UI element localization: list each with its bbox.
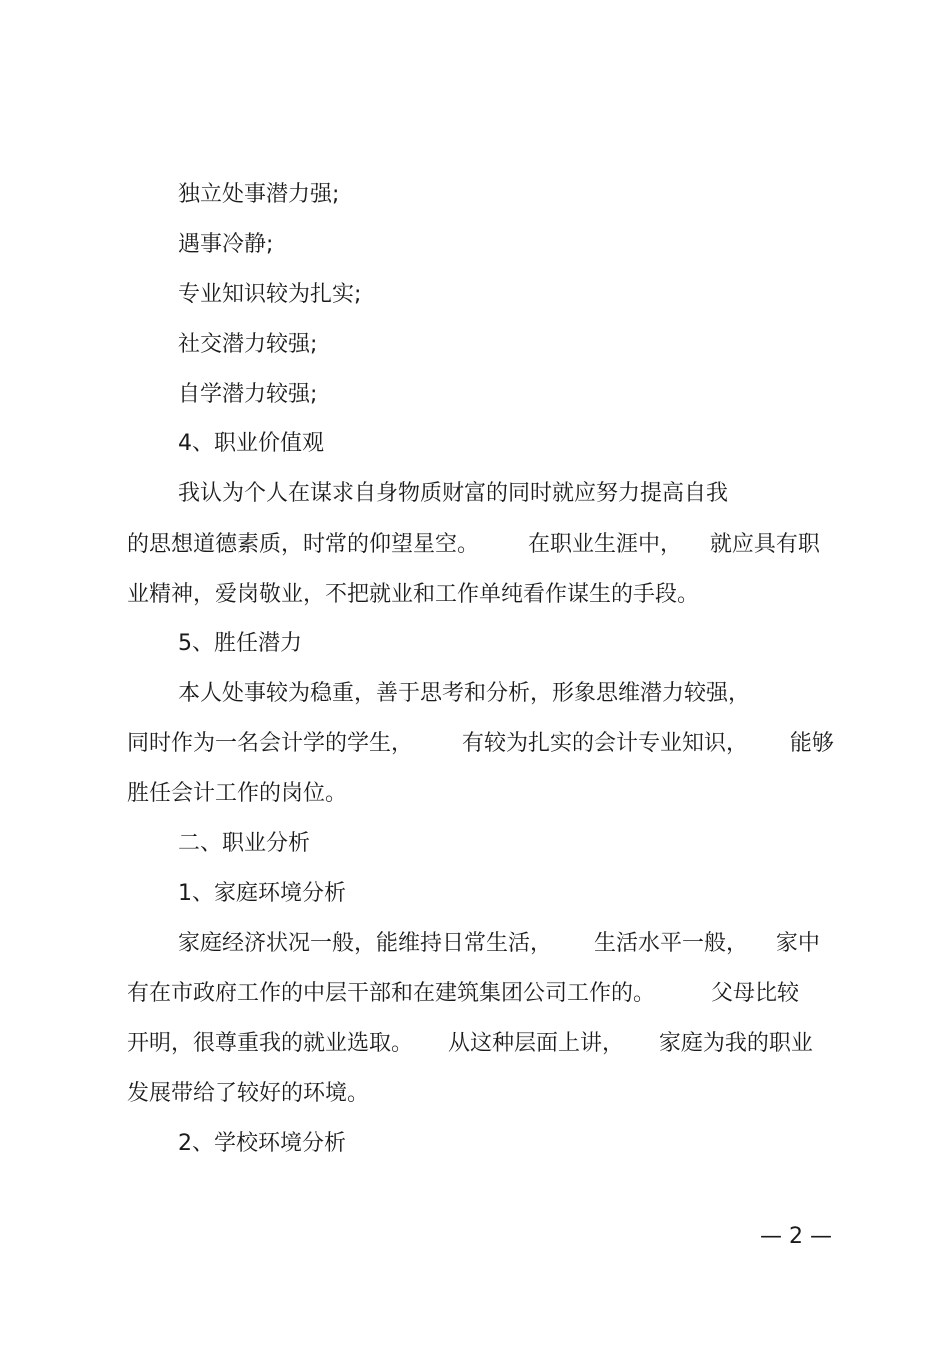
- text-line: 社交潜力较强;: [178, 332, 318, 357]
- text-line: 专业知识较为扎实;: [178, 282, 362, 307]
- section-heading: 1、家庭环境分析: [178, 881, 346, 906]
- text-line: 本人处事较为稳重，善于思考和分析，形象思维潜力较强，: [178, 681, 751, 706]
- text-line: 自学潜力较强;: [178, 382, 318, 407]
- text-line: 家庭经济状况一般，能维持日常生活， 生活水平一般， 家中: [178, 931, 820, 956]
- text-line: 我认为个人在谋求自身物质财富的同时就应努力提高自我: [178, 481, 729, 506]
- section-heading: 5、胜任潜力: [178, 631, 302, 656]
- text-line: 有在市政府工作的中层干部和在建筑集团公司工作的。 父母比较: [127, 981, 799, 1006]
- text-line: 开明，很尊重我的就业选取。 从这种层面上讲， 家庭为我的职业: [127, 1031, 813, 1056]
- text-line: 独立处事潜力强;: [178, 182, 340, 207]
- text-line: 发展带给了较好的环境。: [127, 1081, 370, 1106]
- section-heading: 二、职业分析: [178, 831, 311, 856]
- section-heading: 4、职业价值观: [178, 431, 324, 456]
- text-line: 胜任会计工作的岗位。: [127, 781, 348, 806]
- section-heading: 2、学校环境分析: [178, 1131, 346, 1156]
- text-line: 同时作为一名会计学的学生， 有较为扎实的会计专业知识， 能够: [127, 731, 834, 756]
- text-line: 的思想道德素质，时常的仰望星空。 在职业生涯中， 就应具有职: [127, 532, 820, 557]
- page-number: — 2 —: [760, 1224, 832, 1249]
- text-line: 业精神，爱岗敬业，不把就业和工作单纯看作谋生的手段。: [127, 582, 700, 607]
- text-line: 遇事冷静;: [178, 232, 274, 257]
